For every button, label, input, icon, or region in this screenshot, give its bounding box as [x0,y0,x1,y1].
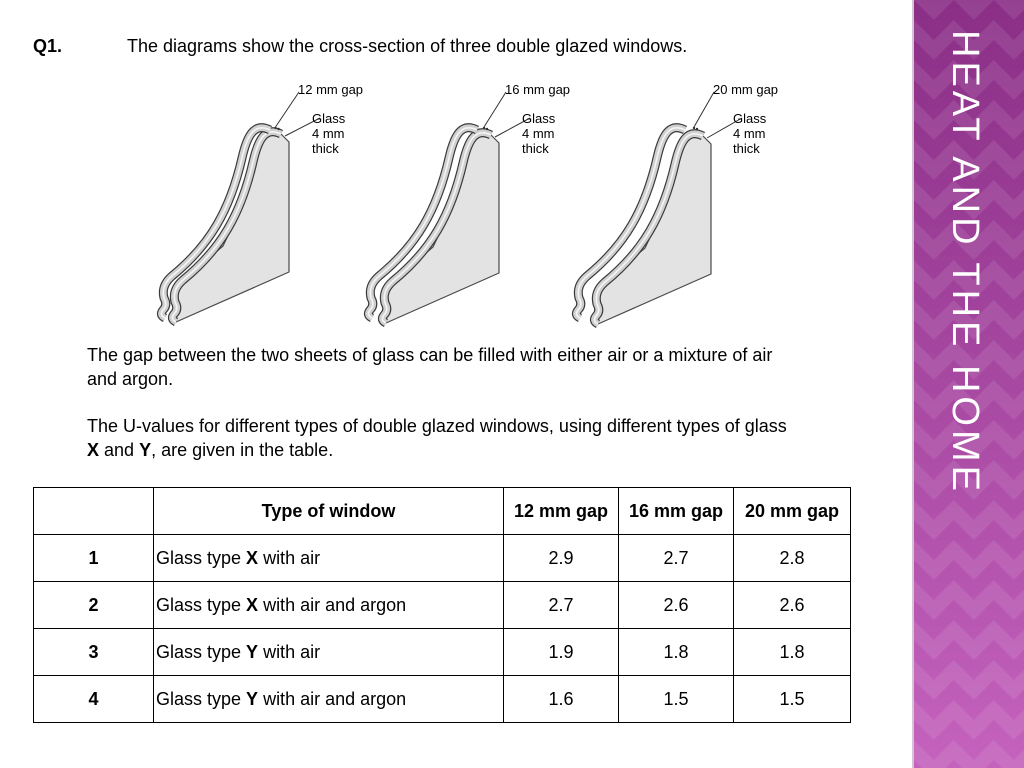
u-value-20mm: 2.8 [734,535,851,582]
table-header-type: Type of window [154,488,504,535]
table-header-row [34,488,851,535]
glass-label-line: thick [522,141,549,156]
row-number-cell: 3 [34,629,154,676]
paragraph-text: and [99,440,140,460]
glass-type-letter: X [246,594,259,615]
window-type-prefix: Glass type [156,641,247,662]
gap-marker [274,127,276,129]
u-value-16mm: 1.5 [619,676,734,723]
table-header-16mm: 16 mm gap [619,488,734,535]
question-intro: The diagrams show the cross-section of three double glazed windows. [127,36,688,56]
window-type-cell [154,535,504,582]
window-diagram-20mm [565,80,779,325]
gap-label: 20 mm gap [713,82,779,97]
window-type-cell [154,676,504,723]
table-row [34,629,851,676]
glass-type-letter: Y [246,641,259,662]
window-type-suffix: with air and argon [258,594,407,615]
gap-marker [696,128,698,130]
table-row [34,676,851,723]
glass-type-y: Y [139,440,152,460]
sidebar-band [912,0,1024,768]
window-type-cell [154,629,504,676]
question-number: Q1. [33,36,63,56]
u-value-16mm: 1.8 [619,629,734,676]
glass-type-letter: Y [246,688,259,709]
row-number-cell: 1 [34,535,154,582]
paragraph-line [87,438,787,462]
glass-type-x: X [87,440,100,460]
gap-marker [486,128,488,130]
glass-label-line: 4 mm [522,126,555,141]
gap-label: 12 mm gap [298,82,364,97]
window-type-cell [154,582,504,629]
table-header-20mm: 20 mm gap [734,488,851,535]
glass-label-line: thick [312,141,339,156]
u-value-16mm: 2.6 [619,582,734,629]
glass-label [312,111,345,156]
glass-label-line: 4 mm [312,126,345,141]
u-value-12mm: 2.7 [504,582,619,629]
gap-leader-line [484,92,506,127]
gap-marker [693,127,695,129]
gap-leader-line [694,92,714,127]
window-type-prefix: Glass type [156,547,247,568]
glass-label-line: 4 mm [733,126,766,141]
window-diagram-16mm [357,80,571,325]
row-number-cell: 4 [34,676,154,723]
u-values-table [33,487,851,723]
window-type-suffix: with air and argon [258,688,407,709]
window-type-prefix: Glass type [156,688,247,709]
slide-title: HEAT AND THE HOME [944,30,986,495]
window-type-suffix: with air [258,547,321,568]
glass-label-line: Glass [733,111,767,126]
window-diagram-12mm [150,80,364,325]
paragraph-line: and argon. [87,369,174,389]
glass-label [733,111,766,156]
glass-label-line: thick [733,141,760,156]
gap-fill-paragraph [87,343,772,391]
table-row [34,535,851,582]
u-value-20mm: 1.5 [734,676,851,723]
gap-marker [483,127,485,129]
gap-label: 16 mm gap [505,82,571,97]
window-type-suffix: with air [258,641,321,662]
u-value-20mm: 1.8 [734,629,851,676]
u-value-12mm: 1.6 [504,676,619,723]
u-value-12mm: 2.9 [504,535,619,582]
glass-label-line: Glass [522,111,556,126]
u-values-paragraph [87,414,787,462]
gap-marker [277,128,279,130]
u-value-16mm: 2.7 [619,535,734,582]
glass-type-letter: X [246,547,259,568]
paragraph-line: The U-values for different types of double glazed windows, using different types of glass [87,416,787,436]
window-type-prefix: Glass type [156,594,247,615]
u-value-20mm: 2.6 [734,582,851,629]
glass-label-line: Glass [312,111,346,126]
table-header-12mm: 12 mm gap [504,488,619,535]
gap-leader-line [276,92,300,127]
u-value-12mm: 1.9 [504,629,619,676]
row-number-cell: 2 [34,582,154,629]
glass-label [522,111,555,156]
table-header-cell-blank [34,488,154,535]
paragraph-line: The gap between the two sheets of glass can be filled with either air or a mixture of air [87,345,773,365]
table-row [34,582,851,629]
paragraph-text: , are given in the table. [151,440,334,460]
